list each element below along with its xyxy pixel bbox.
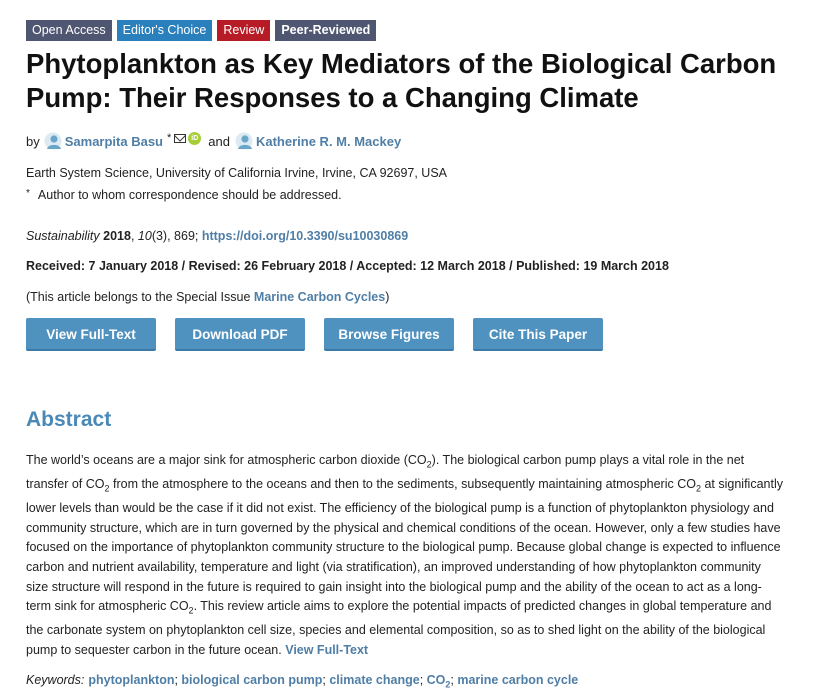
- by-label: by: [26, 133, 40, 149]
- keyword-marine-carbon-cycle[interactable]: marine carbon cycle: [457, 673, 579, 687]
- person-icon[interactable]: [235, 132, 253, 150]
- keyword-climate-change[interactable]: climate change: [329, 673, 420, 687]
- abstract-heading: Abstract: [26, 408, 112, 431]
- editors-choice-badge[interactable]: Editor's Choice: [117, 20, 213, 41]
- abstract-view-full-text-link[interactable]: View Full-Text: [285, 642, 369, 657]
- view-full-text-button[interactable]: View Full-Text: [26, 318, 156, 351]
- special-issue-note: [26, 290, 389, 304]
- review-badge[interactable]: Review: [217, 20, 270, 41]
- download-pdf-button[interactable]: Download PDF: [175, 318, 305, 351]
- correspondence-mark: *: [26, 188, 30, 199]
- special-issue-suffix: ): [385, 290, 390, 304]
- keyword-co2[interactable]: $CO_2$: [426, 673, 451, 690]
- citation-volume: 10: [137, 229, 152, 243]
- citation-year: 2018: [103, 229, 131, 243]
- open-access-badge[interactable]: Open Access: [26, 20, 112, 41]
- author-link-samarpita-basu[interactable]: Samarpita Basu: [64, 133, 163, 149]
- citation: Sustainability 2018, 10(3), 869; https://doi.org/10.3390/su10030869: [26, 229, 409, 243]
- article-actions: [26, 318, 603, 351]
- keyword-biological-carbon-pump[interactable]: biological carbon pump: [181, 673, 323, 687]
- and-label: and: [208, 133, 230, 149]
- keywords-label: Keywords:: [26, 673, 85, 687]
- correspondence-note: [26, 188, 342, 202]
- journal-name: Sustainability: [26, 229, 100, 243]
- affiliation: Earth System Science, University of California Irvine, Irvine, CA 92697, USA: [26, 166, 448, 180]
- correspondence-text: Author to whom correspondence should be addressed.: [37, 188, 342, 202]
- peer-reviewed-badge[interactable]: Peer-Reviewed: [275, 20, 376, 41]
- mail-icon[interactable]: [174, 134, 186, 143]
- citation-issue-pages: (3), 869;: [151, 229, 202, 243]
- special-issue-link[interactable]: Marine Carbon Cycles: [253, 290, 386, 304]
- special-issue-prefix: (This article belongs to the Special Issue: [26, 290, 254, 304]
- person-icon[interactable]: [44, 132, 62, 150]
- article-title: Phytoplankton as Key Mediators of the Biological Carbon Pump: Their Responses to a Changing Climate: [26, 48, 777, 113]
- cite-paper-button[interactable]: Cite This Paper: [473, 318, 603, 351]
- author-link-katherine-mackey[interactable]: Katherine R. M. Mackey: [255, 133, 402, 149]
- abstract-text: The world’s oceans are a major sink for atmospheric carbon dioxide $(CO_2)$. The biological carbon pump plays a vital role in the net transfer of $CO_2$ from the atmosphere to the oceans and then to the sediments, subsequently maintaining atmospheric $CO_2$ at significantly lower levels than would be the case if it did not exist. The efficiency of the biological pump is a function of phytoplankton physiology and community structure, which are in turn governed by the physical and chemical conditions of the ocean. However, only a few studies have focused on the importance of phytoplankton community structure to the biological pump. Because global change is expected to influence carbon and nutrient availability, temperature and light (via stratification), an improved understanding of how phytoplankton community size structure will respond in the future is required to gain insight into the biological pump and the ability of the ocean to act as a long-term sink for atmospheric $CO_2$. This review article aims to explore the potential impacts of predicted changes in global temperature and the carbonate system on phytoplankton cell size, species and elemental composition, so as to shed light on the ability of the biological pump to sequester carbon in the future ocean. View Full-Text: [26, 453, 783, 657]
- doi-link[interactable]: https://doi.org/10.3390/su10030869: [201, 229, 409, 243]
- publication-dates: Received: 7 January 2018 / Revised: 26 February 2018 / Accepted: 12 March 2018 / Published: 19 March 2018: [26, 259, 669, 273]
- keyword-phytoplankton[interactable]: phytoplankton: [88, 673, 175, 687]
- browse-figures-button[interactable]: Browse Figures: [324, 318, 454, 351]
- corresponding-author-mark: *: [167, 132, 172, 144]
- author-list: [26, 132, 401, 150]
- badge-row: [26, 20, 376, 41]
- orcid-icon[interactable]: iD: [188, 132, 201, 145]
- keywords: Keywords: phytoplankton; biological carbon pump; climate change; $CO_2$; marine carbon cycle: [26, 673, 579, 690]
